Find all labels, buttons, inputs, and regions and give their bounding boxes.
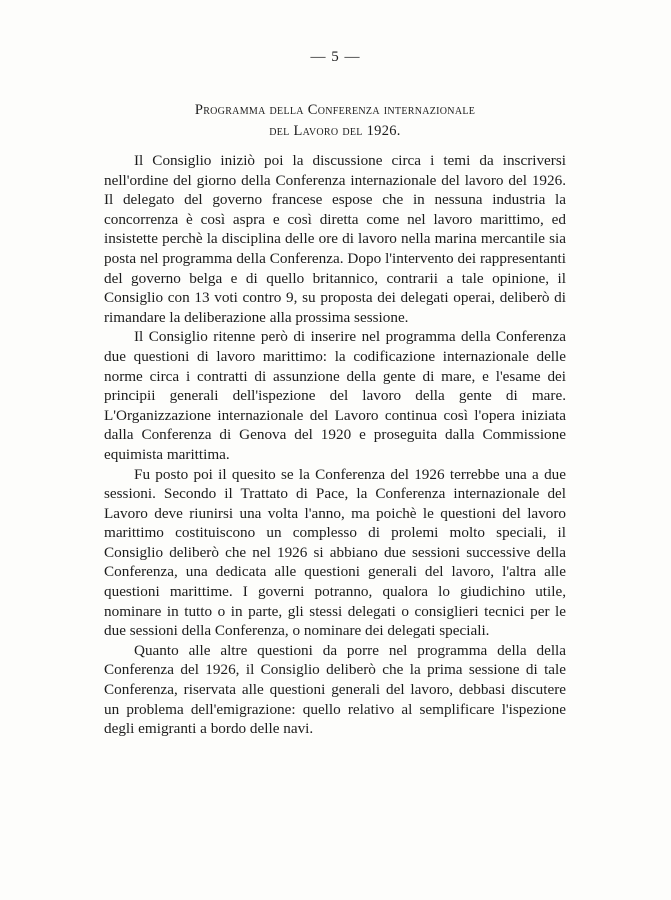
section-heading: [110, 100, 560, 142]
heading-line-2: del Lavoro del 1926.: [269, 123, 401, 139]
paragraph-2: Il Consiglio ritenne però di inserire nel programma della Conferenza due questioni di lavoro marittimo: la codificazione internazionale delle norme circa i contratti di assunzione della gente di mare, e l'esame dei principii generali dell'ispezione del lavoro della gente di mare. L'Organizzazione internazionale del Lavoro continua così l'opera iniziata dalla Conferenza di Genova del 1920 e proseguita dalla Commissione equimista marittima.: [104, 328, 566, 463]
heading-line-1: Programma della Conferenza internazionale: [194, 102, 476, 118]
paragraph-1: Il Consiglio iniziò poi la discussione circa i temi da inscriversi nell'ordine del giorno della Conferenza internazionale del lavoro del 1926. Il delegato del governo francese espose che in nessuna industria la concorrenza è così aspra e così diretta come nel lavoro marittimo, ed insistette perchè la disciplina delle ore di lavoro nella marina mercantile sia posta nel programma della Conferenza. Dopo l'intervento dei rappresentanti del governo belga e di quello britannico, contrarii a tale opinione, il Consiglio con 13 voti contro 9, su proposta dei delegati operai, deliberò di rimandare la deliberazione alla prossima sessione.: [104, 152, 566, 326]
paragraph-3: Fu posto poi il quesito se la Conferenza del 1926 terrebbe una a due sessioni. Secondo il Trattato di Pace, la Conferenza internazionale del Lavoro deve riunirsi una volta l'anno, ma poichè le questioni del lavoro marittimo costituiscono un complesso di prolemi molto speciali, il Consiglio deliberò che nel 1926 si abbiano due sessioni successive della Conferenza, una dedicata alle questioni generali del lavoro, l'altra alle questioni marittime. I governi potranno, qualora lo giudichino utile, nominare in tutto o in parte, gli stessi delegati o consiglieri tecnici per le due sessioni della Conferenza, o nominare dei delegati speciali.: [104, 465, 566, 640]
paragraph-4: Quanto alle altre questioni da porre nel programma della della Conferenza del 1926, il Consiglio deliberò che la prima sessione di tale Conferenza, riservata alle questioni generali del lavoro, debbasi discutere un problema dell'emigrazione: quello relativo al semplificare l'ispezione degli emigranti a bordo delle navi.: [104, 641, 566, 738]
page-number: — 5 —: [310, 49, 361, 65]
body-text: [104, 151, 566, 739]
